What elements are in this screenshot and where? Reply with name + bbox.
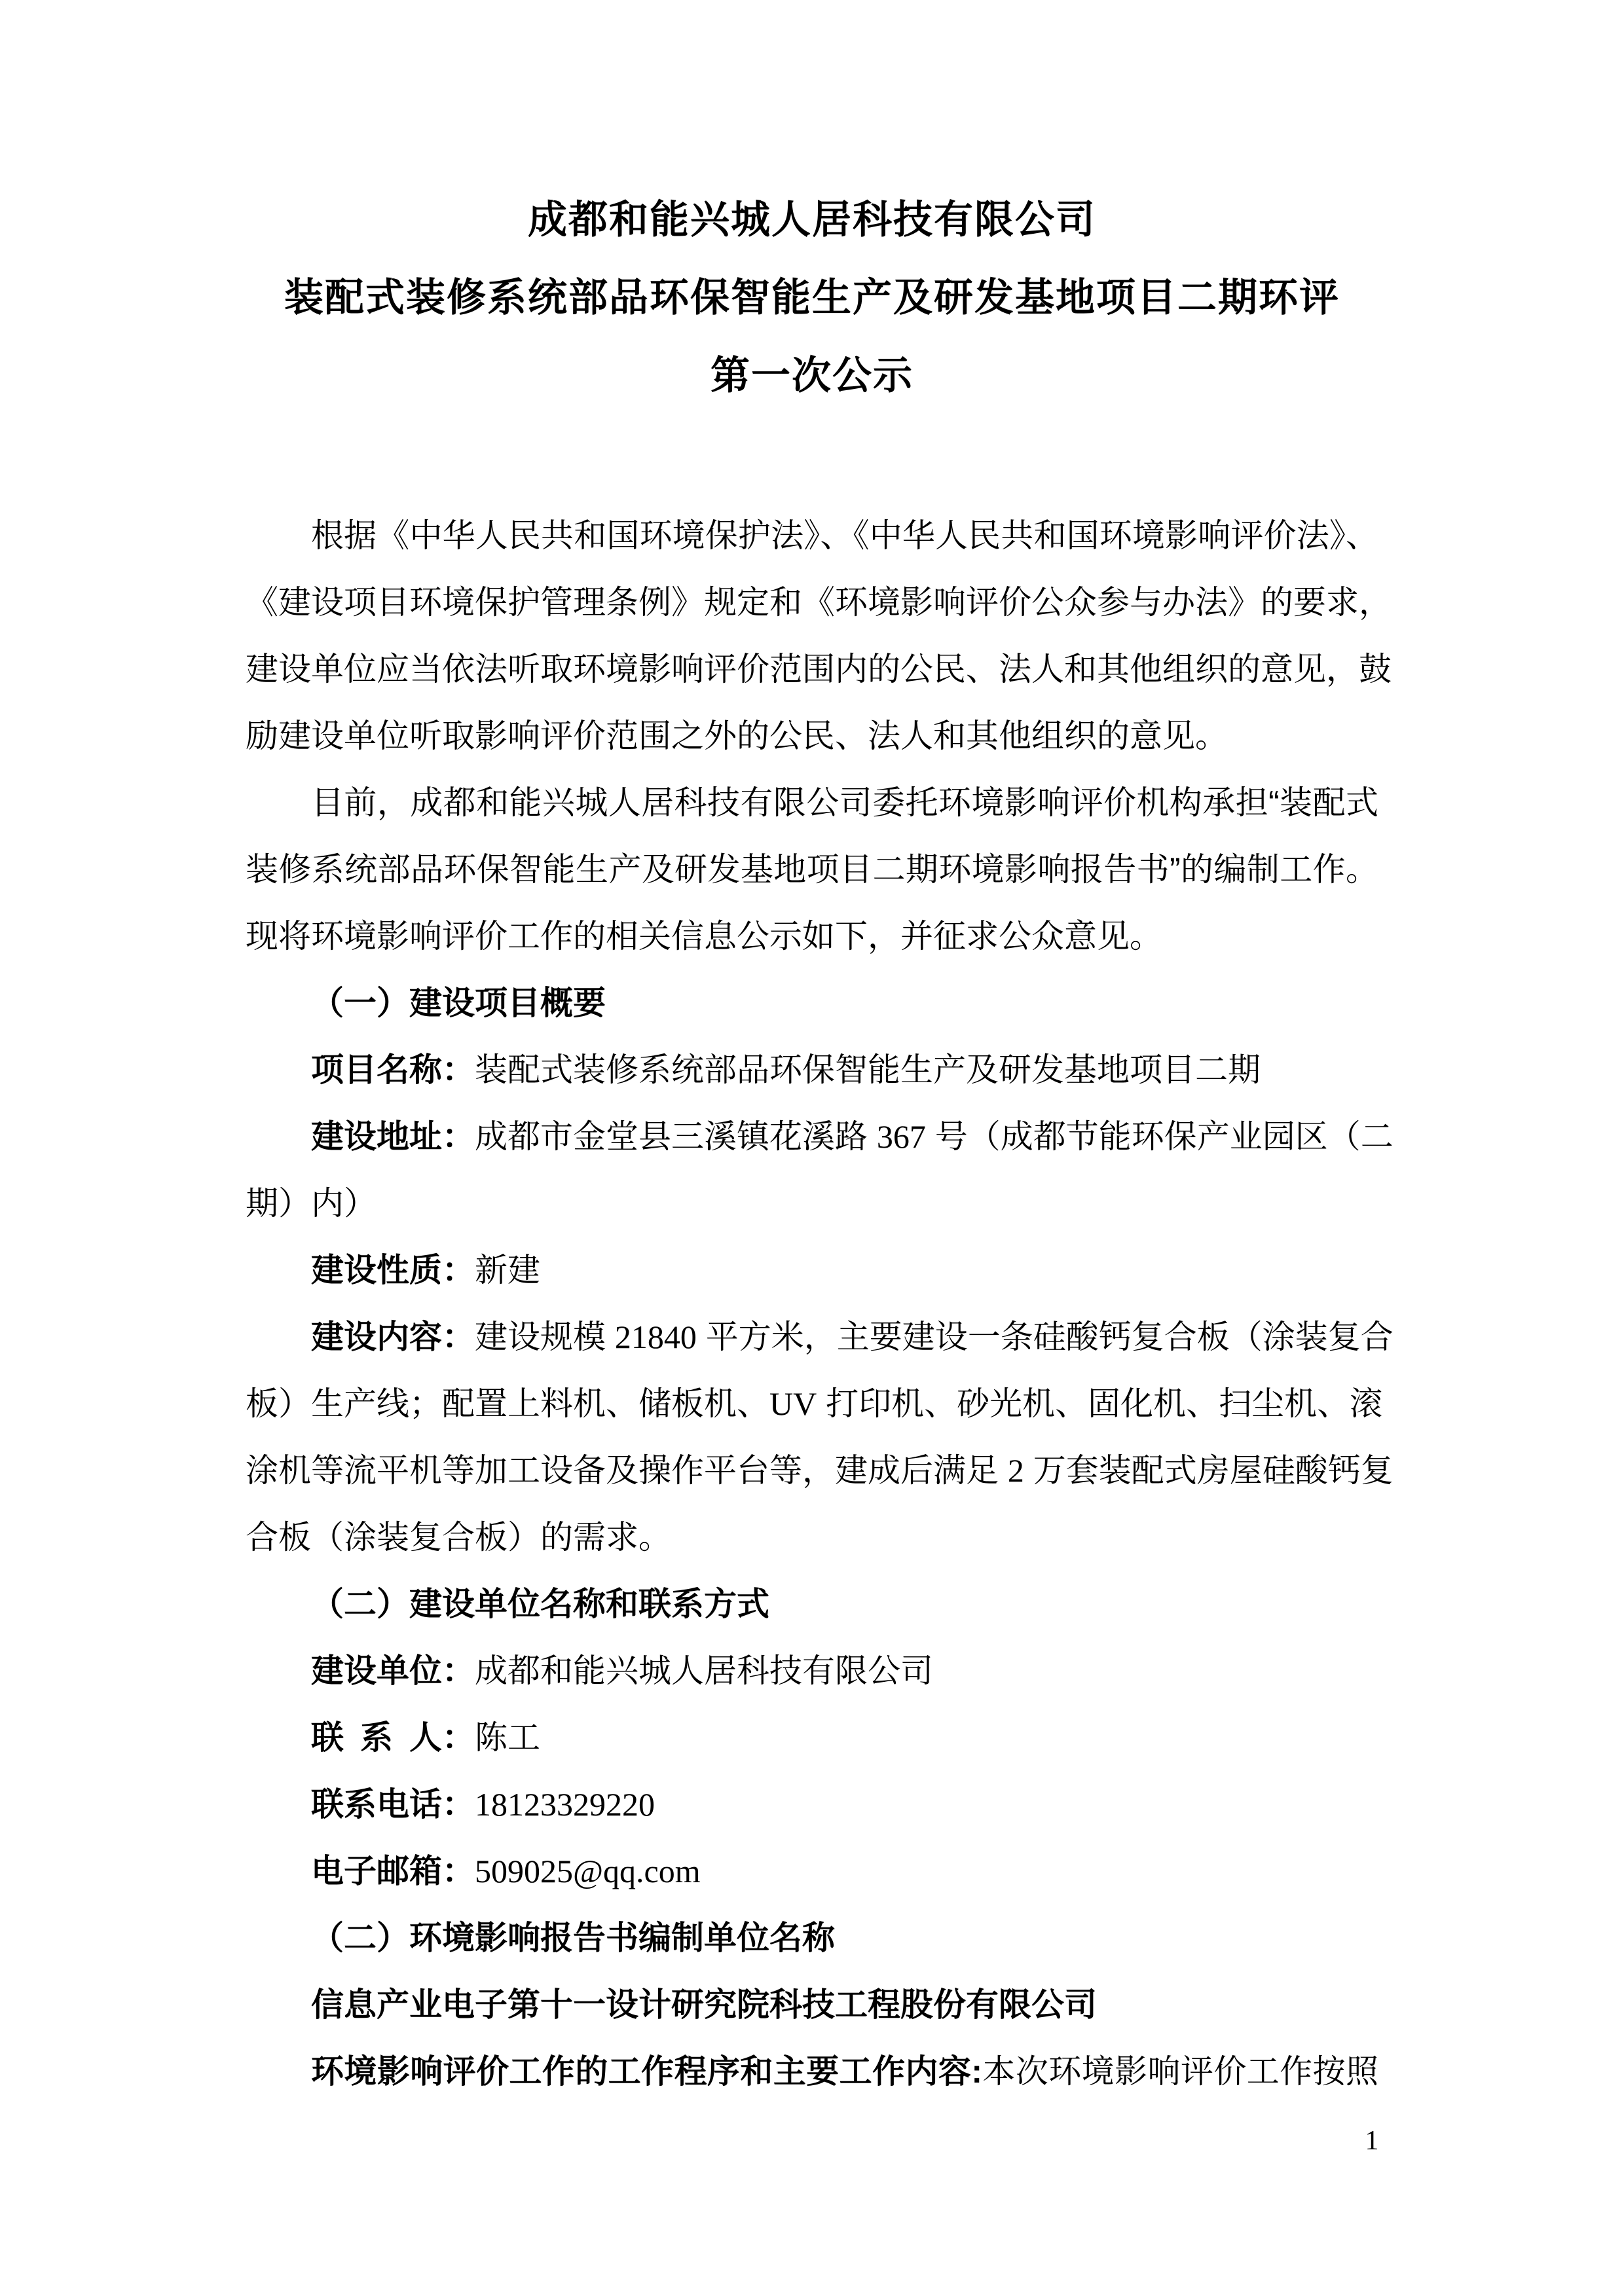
text-line [246, 903, 1378, 970]
text-line [246, 1571, 1378, 1637]
title-line: 装配式装修系统部品环保智能生产及研发基地项目二期环评 [284, 276, 1340, 319]
text-run: 367 [876, 1118, 926, 1155]
text-run: 新建 [475, 1252, 540, 1288]
text-line [246, 1838, 1378, 1904]
page-number: 1 [1365, 2126, 1379, 2156]
text-run: 建设内容： [311, 1319, 475, 1355]
text-run: 号（成都节能环保产业园区（二 [925, 1118, 1393, 1155]
text-run: 板）生产线；配置上料机、储板机、 [246, 1385, 769, 1422]
text-line [246, 1237, 1378, 1303]
text-run: UV [769, 1385, 817, 1422]
text-line [246, 1637, 1378, 1704]
text-run: 目前，成都和能兴城人居科技有限公司委托环境影响评价机构承担“装配式 [311, 784, 1378, 821]
title-line: 成都和能兴城人居科技有限公司 [528, 198, 1096, 242]
text-run: 现将环境影响评价工作的相关信息公示如下，并征求公众意见。 [246, 918, 1162, 955]
text-run: 电子邮箱： [311, 1853, 475, 1889]
text-run: 联系电话： [311, 1786, 475, 1823]
text-run: 建设单位： [311, 1652, 475, 1689]
title-block [246, 181, 1378, 414]
text-run: 建设规模 [475, 1319, 615, 1355]
text-run: 装配式装修系统部品环保智能生产及研发基地项目二期 [475, 1051, 1261, 1088]
text-run: 陈工 [475, 1719, 540, 1756]
text-line [246, 502, 1378, 569]
text-line [246, 1971, 1378, 2038]
text-run: 期）内） [246, 1185, 377, 1222]
text-run: 项目名称： [311, 1051, 475, 1088]
text-run: 励建设单位听取影响评价范围之外的公民、法人和其他组织的意见。 [246, 718, 1228, 754]
text-line [246, 1771, 1378, 1838]
text-run: 《建设项目环境保护管理条例》规定和《环境影响评价公众参与办法》的要求， [246, 584, 1392, 621]
text-line [246, 1303, 1393, 1370]
text-run: 环境影响评价工作的工作程序和主要工作内容: [311, 2053, 982, 2090]
text-run: （二）建设单位名称和联系方式 [311, 1586, 769, 1622]
text-run: 装修系统部品环保智能生产及研发基地项目二期环境影响报告书”的编制工作。 [246, 851, 1378, 888]
text-line [246, 1370, 1383, 1437]
body-text [246, 502, 1393, 2105]
text-run: 本次环境影响评价工作按照 [982, 2053, 1379, 2090]
text-run: 成都和能兴城人居科技有限公司 [475, 1652, 933, 1689]
text-run: 打印机、砂光机、固化机、扫尘机、滚 [817, 1385, 1383, 1422]
text-run: 509025@qq.com [475, 1853, 701, 1889]
text-run: 合板（涂装复合板）的需求。 [246, 1519, 671, 1556]
text-run: （二）环境影响报告书编制单位名称 [311, 1920, 835, 1956]
text-run: 万套装配式房屋硅酸钙复 [1024, 1452, 1393, 1489]
text-line [246, 1504, 1378, 1571]
text-line [246, 1437, 1393, 1504]
text-line [246, 2038, 1378, 2105]
text-line [246, 1704, 1378, 1771]
text-run: 18123329220 [475, 1786, 655, 1823]
text-run: （一）建设项目概要 [311, 985, 606, 1021]
text-run: 建设性质： [311, 1252, 475, 1288]
text-run: 21840 [614, 1319, 697, 1355]
text-run: 建设单位应当依法听取环境影响评价范围内的公民、法人和其他组织的意见，鼓 [246, 651, 1392, 687]
title-line: 第一次公示 [710, 354, 913, 397]
text-line [246, 569, 1392, 636]
text-line [246, 769, 1378, 836]
text-run: 建设地址： [311, 1118, 475, 1155]
text-line [246, 836, 1378, 903]
text-line [246, 636, 1392, 702]
text-run: 根据《中华人民共和国环境保护法》、《中华人民共和国环境影响评价法》、 [311, 517, 1378, 554]
text-run: 2 [1007, 1452, 1024, 1489]
text-run: 联 系 人： [311, 1719, 475, 1756]
text-line [246, 970, 1378, 1036]
text-run: 平方米，主要建设一条硅酸钙复合板（涂装复合 [696, 1319, 1393, 1355]
text-line [246, 1904, 1378, 1971]
text-line [246, 702, 1378, 769]
text-line [246, 1103, 1393, 1170]
text-line [246, 1170, 1378, 1237]
text-run: 信息产业电子第十一设计研究院科技工程股份有限公司 [311, 1986, 1097, 2023]
text-run: 涂机等流平机等加工设备及操作平台等，建成后满足 [246, 1452, 1008, 1489]
text-run: 成都市金堂县三溪镇花溪路 [475, 1118, 877, 1155]
text-line [246, 1036, 1378, 1103]
